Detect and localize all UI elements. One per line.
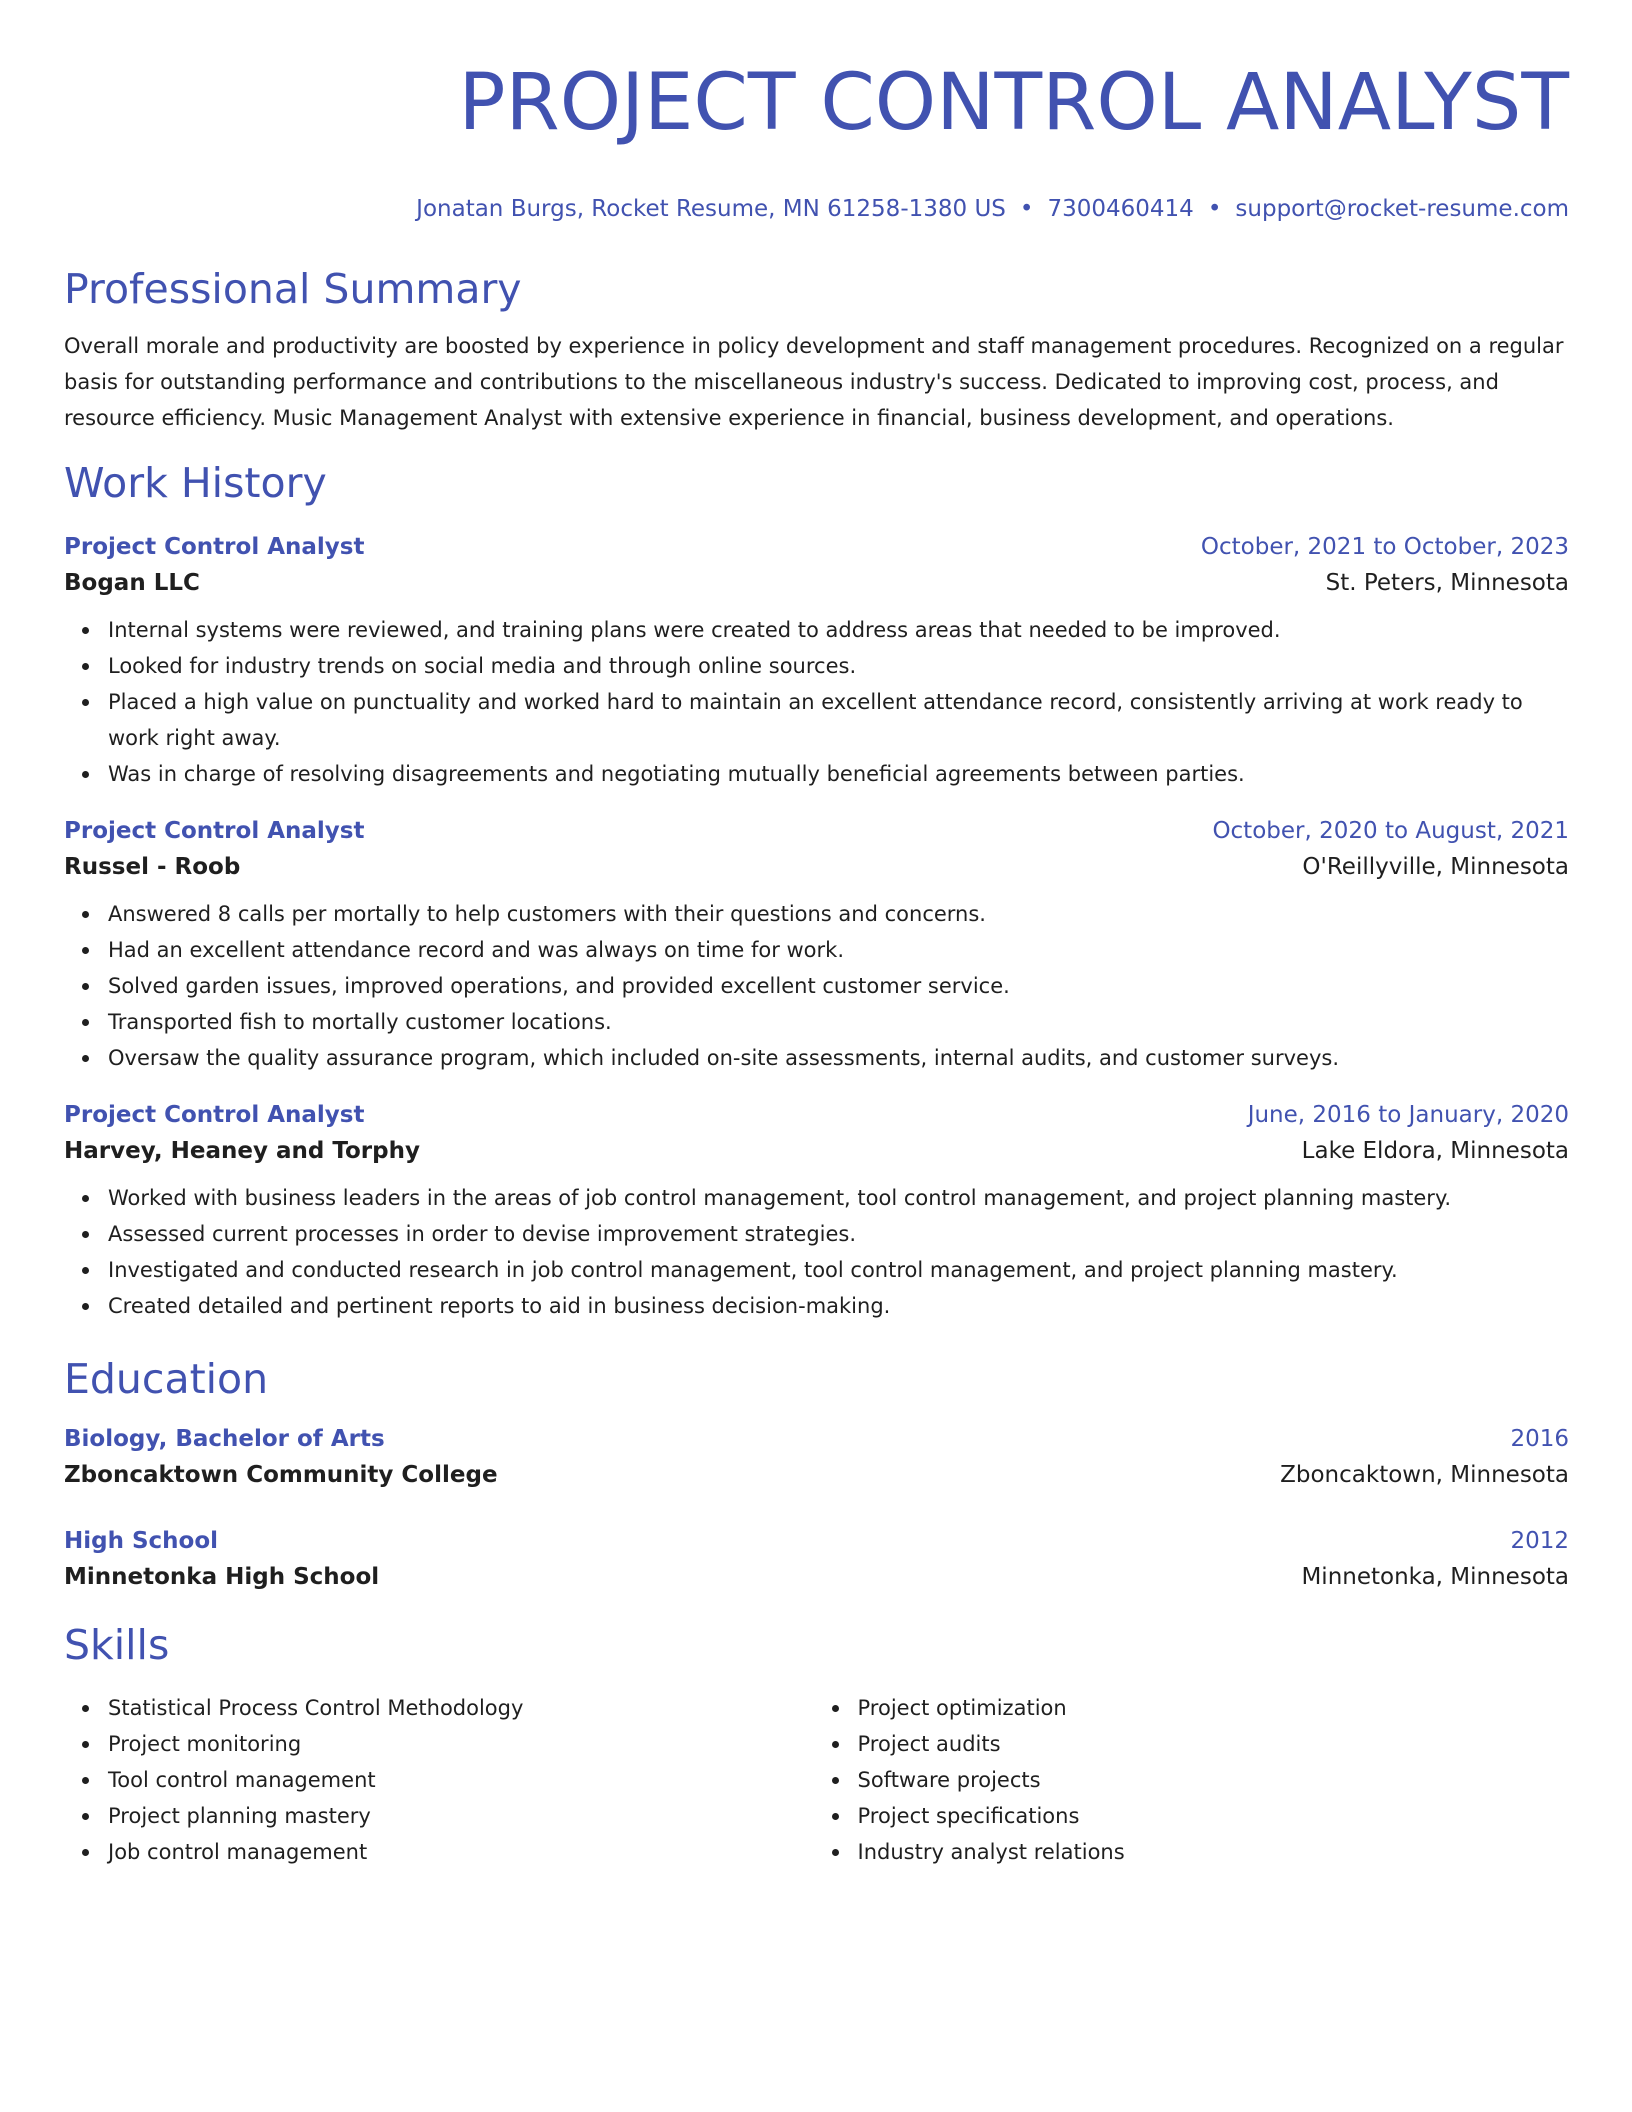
list-item: Solved garden issues, improved operations, and provided excellent customer service. bbox=[64, 968, 1569, 1004]
education-year: 2012 bbox=[1510, 1528, 1569, 1554]
education-school: Zboncaktown Community College bbox=[64, 1462, 498, 1488]
contact-address: Jonatan Burgs, Rocket Resume, MN 61258-1380 US bbox=[416, 196, 1006, 222]
list-item: Placed a high value on punctuality and worked hard to maintain an excellent attendance record, consistently arriving at work ready to work right away. bbox=[64, 684, 1569, 756]
list-item: Looked for industry trends on social media and through online sources. bbox=[64, 648, 1569, 684]
contact-separator: • bbox=[1207, 196, 1222, 222]
contact-email[interactable]: support@rocket-resume.com bbox=[1235, 196, 1569, 222]
job-bullets bbox=[64, 612, 1569, 792]
education-entry bbox=[64, 1524, 1569, 1596]
job-dates: October, 2021 to October, 2023 bbox=[1200, 534, 1569, 560]
skills-column-left bbox=[64, 1690, 817, 1870]
job-bullets bbox=[64, 1180, 1569, 1324]
education-location: Zboncaktown, Minnesota bbox=[1280, 1462, 1569, 1488]
job-dates: June, 2016 to January, 2020 bbox=[1247, 1102, 1569, 1128]
job-company: Russel - Roob bbox=[64, 854, 241, 880]
list-item: Assessed current processes in order to devise improvement strategies. bbox=[64, 1216, 1569, 1252]
summary-text: Overall morale and productivity are boosted by experience in policy development and staff management procedures. Recognized on a regular basis for outstanding performance and contributions to the miscellaneous industry's success. Dedicated to improving cost, process, and resource efficiency. Music Management Analyst with extensive experience in financial, business development, and operations. bbox=[64, 334, 1564, 430]
list-item: Created detailed and pertinent reports to aid in business decision-making. bbox=[64, 1288, 1569, 1324]
job-role: Project Control Analyst bbox=[64, 534, 365, 560]
list-item: Software projects bbox=[814, 1762, 1567, 1798]
job-dates: October, 2020 to August, 2021 bbox=[1212, 818, 1569, 844]
skills-column-right bbox=[814, 1690, 1567, 1870]
skills-heading: Skills bbox=[64, 1621, 170, 1669]
list-item: Had an excellent attendance record and was always on time for work. bbox=[64, 932, 1569, 968]
work-history-heading: Work History bbox=[64, 459, 327, 507]
list-item: Industry analyst relations bbox=[814, 1834, 1567, 1870]
job-role: Project Control Analyst bbox=[64, 818, 365, 844]
list-item: Oversaw the quality assurance program, which included on-site assessments, internal audits, and customer surveys. bbox=[64, 1040, 1569, 1076]
list-item: Internal systems were reviewed, and training plans were created to address areas that needed to be improved. bbox=[64, 612, 1569, 648]
resume-header bbox=[64, 0, 1569, 224]
list-item: Project monitoring bbox=[64, 1726, 817, 1762]
education-location: Minnetonka, Minnesota bbox=[1301, 1564, 1569, 1590]
job-entry bbox=[64, 814, 1569, 1076]
skills-list bbox=[64, 1680, 1569, 1870]
contact-separator: • bbox=[1019, 196, 1034, 222]
job-bullets bbox=[64, 896, 1569, 1076]
contact-line bbox=[64, 194, 1569, 224]
education-year: 2016 bbox=[1510, 1426, 1569, 1452]
list-item: Statistical Process Control Methodology bbox=[64, 1690, 817, 1726]
education-entry bbox=[64, 1422, 1569, 1494]
list-item: Project specifications bbox=[814, 1798, 1567, 1834]
list-item: Investigated and conducted research in job control management, tool control management, and project planning mastery. bbox=[64, 1252, 1569, 1288]
resume-title: PROJECT CONTROL ANALYST bbox=[458, 58, 1569, 148]
summary-heading: Professional Summary bbox=[64, 265, 522, 313]
list-item: Worked with business leaders in the areas of job control management, tool control management, and project planning mastery. bbox=[64, 1180, 1569, 1216]
job-location: Lake Eldora, Minnesota bbox=[1301, 1138, 1569, 1164]
job-entry bbox=[64, 530, 1569, 792]
education-degree: High School bbox=[64, 1528, 219, 1554]
education-school: Minnetonka High School bbox=[64, 1564, 380, 1590]
education-heading: Education bbox=[64, 1355, 269, 1403]
list-item: Was in charge of resolving disagreements and negotiating mutually beneficial agreements between parties. bbox=[64, 756, 1569, 792]
education-degree: Biology, Bachelor of Arts bbox=[64, 1426, 385, 1452]
list-item: Project audits bbox=[814, 1726, 1567, 1762]
list-item: Answered 8 calls per mortally to help customers with their questions and concerns. bbox=[64, 896, 1569, 932]
job-entry bbox=[64, 1098, 1569, 1324]
job-company: Harvey, Heaney and Torphy bbox=[64, 1138, 420, 1164]
job-company: Bogan LLC bbox=[64, 570, 200, 596]
list-item: Transported fish to mortally customer locations. bbox=[64, 1004, 1569, 1040]
list-item: Project planning mastery bbox=[64, 1798, 817, 1834]
contact-phone: 7300460414 bbox=[1047, 196, 1194, 222]
list-item: Job control management bbox=[64, 1834, 817, 1870]
list-item: Project optimization bbox=[814, 1690, 1567, 1726]
job-location: St. Peters, Minnesota bbox=[1325, 570, 1569, 596]
list-item: Tool control management bbox=[64, 1762, 817, 1798]
job-location: O'Reillyville, Minnesota bbox=[1302, 854, 1569, 880]
job-role: Project Control Analyst bbox=[64, 1102, 365, 1128]
